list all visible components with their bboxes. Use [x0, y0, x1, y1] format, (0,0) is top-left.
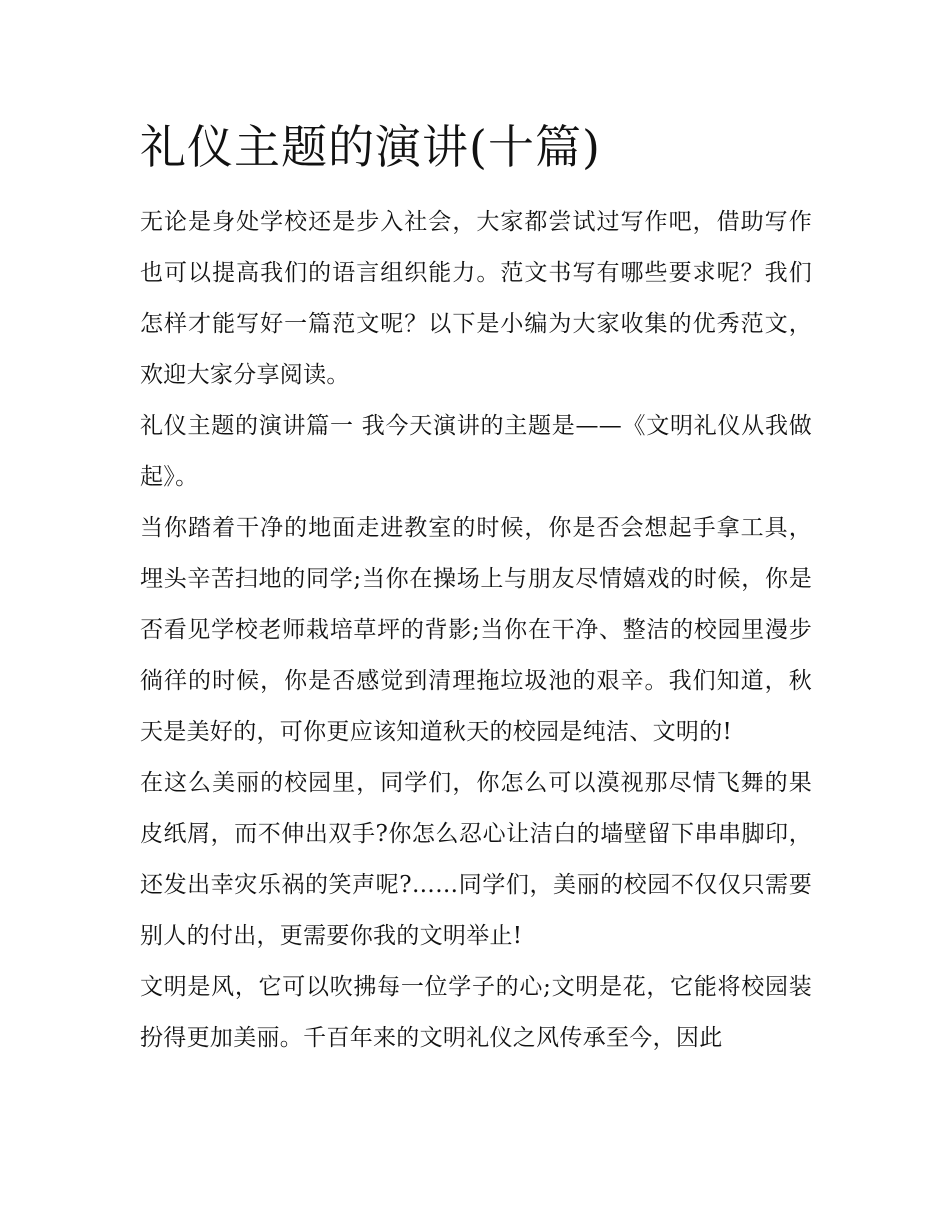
paragraph-campus: 在这么美丽的校园里，同学们，你怎么可以漠视那尽情飞舞的果皮纸屑，而不伸出双手?你怎么忍心让洁白的墙壁留下串串脚印，还发出幸灾乐祸的笑声呢?……同学们，美丽的校园不仅仅只需要别人的付出，更需要你我的文明举止! — [140, 770, 812, 949]
paragraph-intro: 无论是身处学校还是步入社会，大家都尝试过写作吧，借助写作也可以提高我们的语言组织能力。范文书写有哪些要求呢？我们怎样才能写好一篇范文呢？以下是小编为大家收集的优秀范文，欢迎大家分享阅读。 — [140, 209, 812, 388]
paragraph-speech-heading: 礼仪主题的演讲篇一 我今天演讲的主题是——《文明礼仪从我做起》。 — [140, 413, 812, 490]
document-body — [140, 197, 812, 1064]
document-title: 礼仪主题的演讲(十篇) — [140, 120, 601, 174]
paragraph-civilization: 文明是风，它可以吹拂每一位学子的心;文明是花，它能将校园装扮得更加美丽。千百年来的文明礼仪之风传承至今，因此 — [140, 974, 812, 1051]
paragraph-classroom: 当你踏着干净的地面走进教室的时候，你是否会想起手拿工具，埋头辛苦扫地的同学;当你在操场上与朋友尽情嬉戏的时候，你是否看见学校老师栽培草坪的背影;当你在干净、整洁的校园里漫步徜徉的时候，你是否感觉到清理拖垃圾池的艰辛。我们知道，秋天是美好的，可你更应该知道秋天的校园是纯洁、文明的! — [140, 515, 812, 745]
document-page — [140, 0, 812, 1229]
